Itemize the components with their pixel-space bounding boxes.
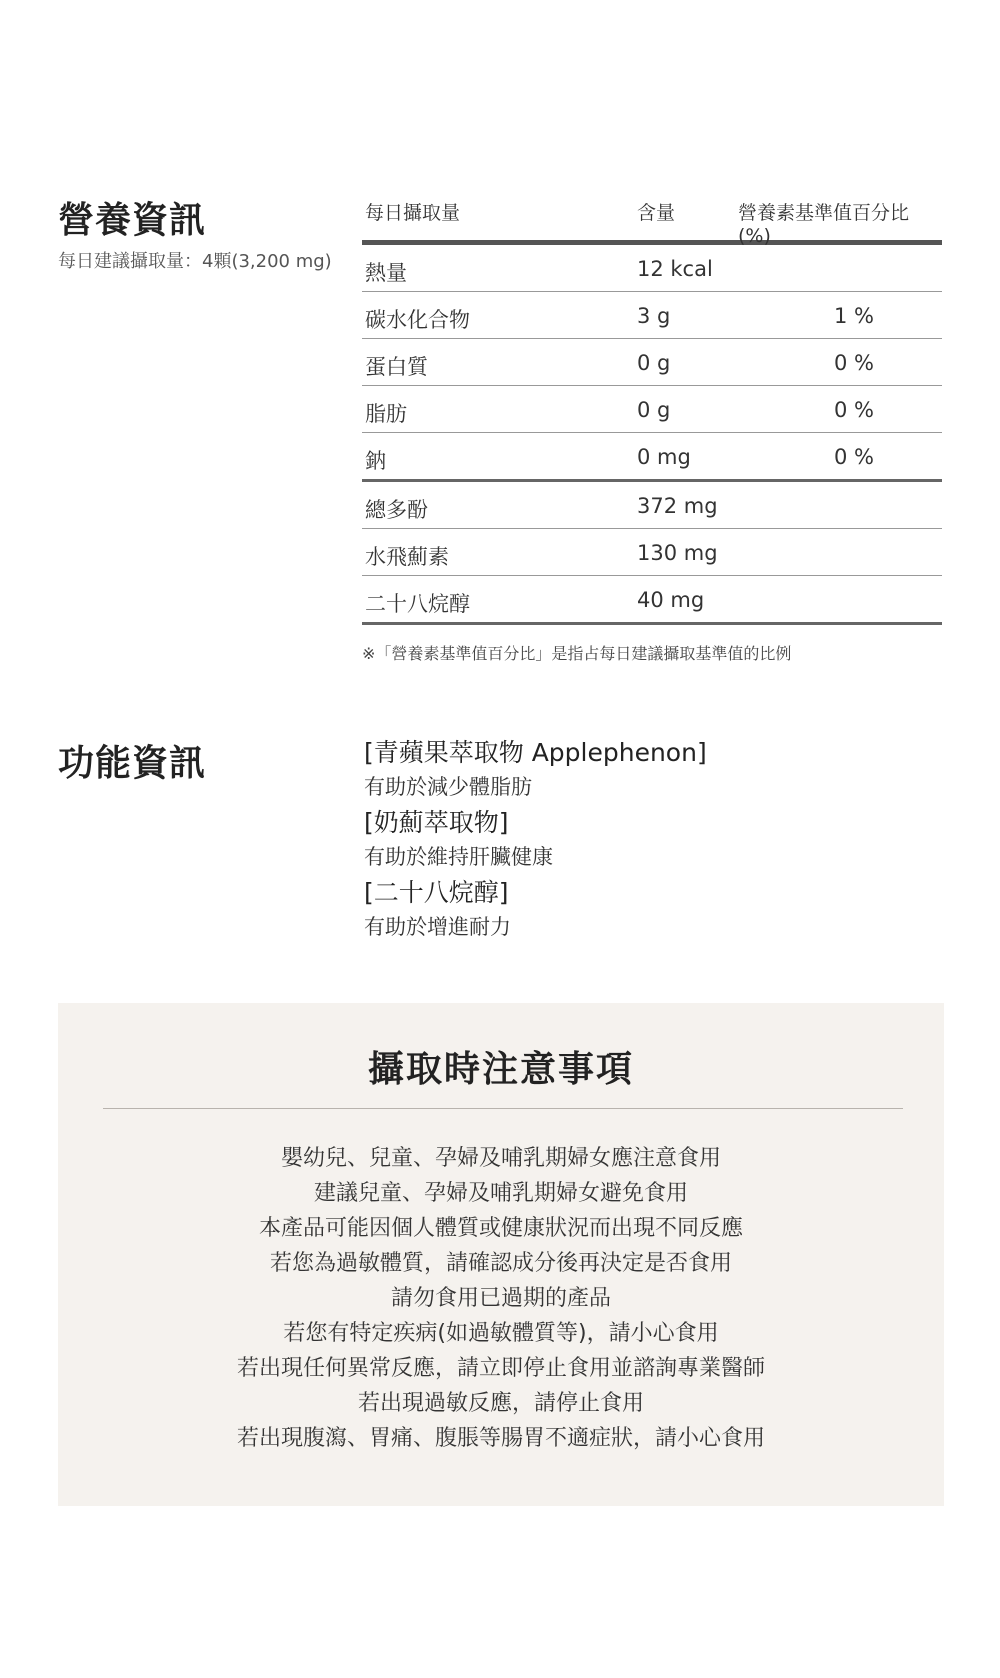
caution-item: 若出現任何異常反應，請立即停止食用並諮詢專業醫師 bbox=[236, 1356, 765, 1381]
header-amount: 含量 bbox=[637, 202, 676, 224]
caution-item: 請勿食用已過期的產品 bbox=[390, 1286, 611, 1311]
row-percent: 1 % bbox=[834, 304, 874, 328]
row-name: 二十八烷醇 bbox=[365, 592, 470, 616]
row-percent: 0 % bbox=[834, 351, 874, 375]
caution-list bbox=[58, 1141, 944, 1456]
row-amount: 12 kcal bbox=[637, 257, 713, 281]
caution-box bbox=[58, 1003, 944, 1506]
table-row bbox=[362, 529, 942, 576]
caution-item: 本產品可能因個人體質或健康狀況而出現不同反應 bbox=[258, 1216, 743, 1241]
table-row bbox=[362, 292, 942, 339]
function-heading: [青蘋果萃取物 Applephenon] bbox=[364, 738, 707, 767]
row-percent: 0 % bbox=[834, 398, 874, 422]
row-amount: 0 g bbox=[637, 398, 671, 422]
row-amount: 40 mg bbox=[637, 588, 705, 612]
table-divider bbox=[362, 622, 942, 625]
row-name: 脂肪 bbox=[365, 402, 407, 426]
table-row bbox=[362, 339, 942, 386]
row-name: 碳水化合物 bbox=[365, 308, 470, 332]
row-amount: 3 g bbox=[637, 304, 671, 328]
row-name: 熱量 bbox=[365, 261, 407, 285]
function-desc: 有助於減少體脂肪 bbox=[364, 775, 532, 799]
caution-title: 攝取時注意事項 bbox=[367, 1049, 634, 1090]
caution-item: 若您為過敏體質，請確認成分後再決定是否食用 bbox=[269, 1251, 732, 1276]
row-percent: 0 % bbox=[834, 445, 874, 469]
table-row bbox=[362, 433, 942, 479]
nutrition-table-header bbox=[362, 190, 942, 247]
table-row bbox=[362, 386, 942, 433]
row-amount: 130 mg bbox=[637, 541, 718, 565]
row-amount: 0 mg bbox=[637, 445, 691, 469]
row-name: 蛋白質 bbox=[365, 355, 428, 379]
row-amount: 372 mg bbox=[637, 494, 718, 518]
function-heading: [奶薊萃取物] bbox=[364, 808, 509, 837]
nutrition-title: 營養資訊 bbox=[58, 200, 207, 241]
row-amount: 0 g bbox=[637, 351, 671, 375]
row-name: 總多酚 bbox=[365, 498, 428, 522]
function-heading: [二十八烷醇] bbox=[364, 878, 509, 907]
function-list bbox=[364, 735, 924, 945]
caution-item: 若出現腹瀉、胃痛、腹脹等腸胃不適症狀，請小心食用 bbox=[236, 1426, 765, 1451]
header-percent: 營養素基準值百分比 (%) bbox=[738, 202, 910, 247]
caution-item: 嬰幼兒、兒童、孕婦及哺乳期婦女應注意食用 bbox=[280, 1146, 721, 1171]
table-row bbox=[362, 482, 942, 529]
table-row bbox=[362, 245, 942, 292]
row-name: 水飛薊素 bbox=[365, 545, 449, 569]
caution-item: 建議兒童、孕婦及哺乳期婦女避免食用 bbox=[313, 1181, 688, 1206]
header-daily-intake: 每日攝取量 bbox=[365, 202, 461, 224]
function-desc: 有助於增進耐力 bbox=[364, 915, 511, 939]
caution-item: 若出現過敏反應，請停止食用 bbox=[357, 1391, 644, 1416]
row-name: 鈉 bbox=[365, 449, 386, 473]
table-row bbox=[362, 576, 942, 622]
caution-divider bbox=[103, 1108, 903, 1109]
daily-intake-note: 每日建議攝取量：4顆(3,200 mg) bbox=[58, 251, 332, 272]
function-title: 功能資訊 bbox=[58, 743, 207, 784]
nutrition-table bbox=[362, 190, 942, 664]
function-desc: 有助於維持肝臟健康 bbox=[364, 845, 553, 869]
caution-item: 若您有特定疾病(如過敏體質等)，請小心食用 bbox=[283, 1321, 719, 1346]
table-footnote: ※「營養素基準值百分比」是指占每日建議攝取基準值的比例 bbox=[362, 644, 792, 663]
